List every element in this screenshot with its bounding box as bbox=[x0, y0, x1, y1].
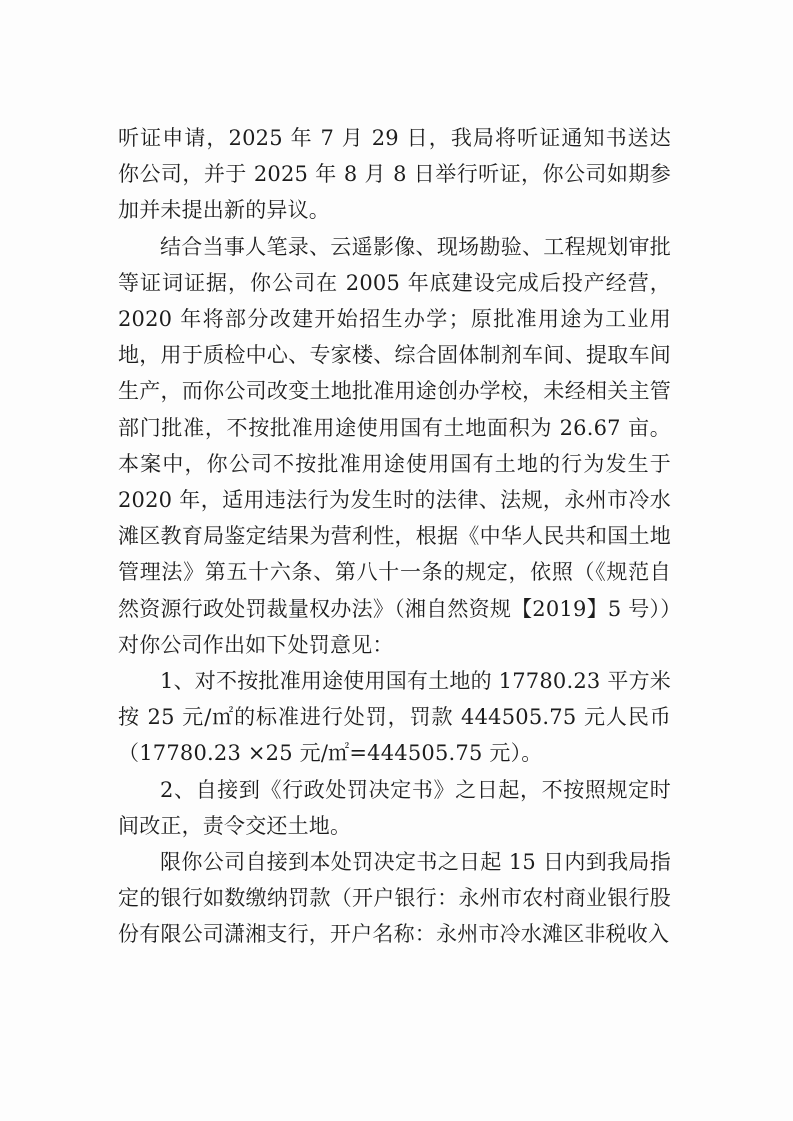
paragraph-findings: 结合当事人笔录、云遥影像、现场勘验、工程规划审批等证词证据，你公司在 2005 年底建设完成后投产经营，2020 年将部分改建开始招生办学；原批准用途为工业用地，用于质检中心、专家楼、综合固体制剂车间、提取车间生产，而你公司改变土地批准用途创办学校，未经相关主管部门批准，不按批准用途使用国有土地面积为 26.67 亩。本案中，你公司不按批准用途使用国有土地的行为发生于 2020 年，适用违法行为发生时的法律、法规，永州市冷水滩区教育局鉴定结果为营利性，根据《中华人民共和国土地管理法》第五十六条、第八十一条的规定，依照（《规范自然资源行政处罚裁量权办法》（湘自然资规【2019】5 号））对你公司作出如下处罚意见： bbox=[118, 234, 671, 657]
paragraph-hearing: 听证申请，2025 年 7 月 29 日，我局将听证通知书送达你公司，并于 2025 年 8 月 8 日举行听证，你公司如期参加并未提出新的异议。 bbox=[118, 126, 671, 223]
document-body bbox=[118, 120, 671, 953]
paragraph-penalty-return-land: 2、自接到《行政处罚决定书》之日起，不按照规定时间改正，责令交还土地。 bbox=[118, 777, 671, 838]
paragraph-payment-instructions: 限你公司自接到本处罚决定书之日起 15 日内到我局指定的银行如数缴纳罚款（开户银行：永州市农村商业银行股份有限公司潇湘支行，开户名称：永州市冷水滩区非税收入 bbox=[118, 850, 671, 947]
paragraph-penalty-fine: 1、对不按批准用途使用国有土地的 17780.23 平方米按 25 元/㎡的标准进行处罚，罚款 444505.75 元人民币（17780.23 ×25 元/㎡=444505.75 元）。 bbox=[118, 669, 671, 766]
